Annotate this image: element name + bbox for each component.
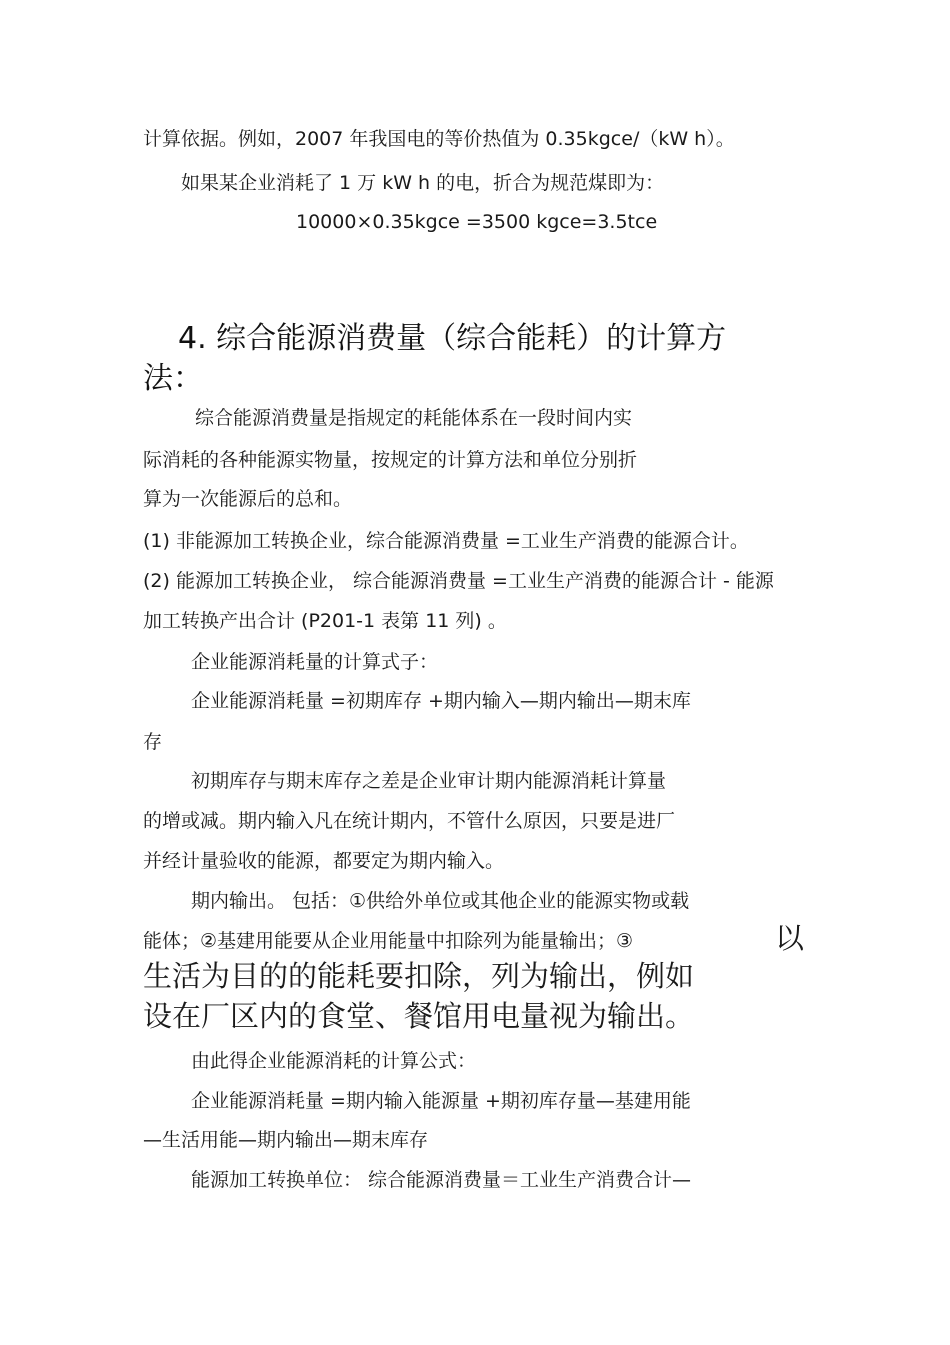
text-line-21: 设在厂区内的食堂、餐馆用电量视为输出。	[143, 999, 695, 1033]
list-item-2: (2) 能源加工转换企业， 综合能源消费量 =工业生产消费的能源合计 - 能源	[143, 570, 774, 592]
text-line-6: 综合能源消费量是指规定的耗能体系在一段时间内实	[195, 407, 633, 429]
list-item-1: (1) 非能源加工转换企业，综合能源消费量 =工业生产消费的能源合计。	[143, 530, 749, 552]
text-line-16: 的增或减。期内输入凡在统计期内，不管什么原因，只要是进厂	[143, 810, 676, 832]
text-line-18: 期内输出。 包括：①供给外单位或其他企业的能源实物或载	[191, 890, 690, 912]
text-line-26: 能源加工转换单位： 综合能源消费量＝工业生产消费合计—	[191, 1169, 692, 1191]
formula-consumption: 企业能源消耗量 =初期库存 +期内输入—期内输出—期末库	[191, 690, 691, 712]
text-line-1: 计算依据。例如，2007 年我国电的等价热值为 0.35kgce/（kW h）。	[143, 128, 735, 150]
text-line-17: 并经计量验收的能源，都要定为期内输入。	[143, 850, 505, 872]
text-line-19: 能体；②基建用能要从企业用能量中扣除列为能量输出；③	[143, 930, 634, 952]
section-heading-continued: 法：	[143, 361, 203, 396]
text-line-15: 初期库存与期末库存之差是企业审计期内能源消耗计算量	[191, 770, 667, 792]
text-line-12: 企业能源消耗量的计算式子：	[191, 651, 439, 673]
formula-calculation-continued: —生活用能—期内输出—期末库存	[143, 1129, 429, 1151]
list-item-2-continued: 加工转换产出合计 (P201-1 表第 11 列) 。	[143, 610, 507, 632]
formula-consumption-continued: 存	[143, 731, 163, 753]
text-line-2: 如果某企业消耗了 1 万 kW h 的电，折合为规范煤即为：	[181, 172, 665, 194]
text-line-22: 由此得企业能源消耗的计算公式：	[191, 1050, 477, 1072]
formula-electricity: 10000×0.35kgce =3500 kgce=3.5tce	[296, 211, 658, 233]
formula-calculation: 企业能源消耗量 =期内输入能源量 +期初库存量—基建用能	[191, 1090, 691, 1112]
text-line-7: 际消耗的各种能源实物量，按规定的计算方法和单位分别折	[143, 449, 638, 471]
text-line-20: 生活为目的的能耗要扣除，列为输出，例如	[143, 959, 695, 993]
text-line-8: 算为一次能源后的总和。	[143, 488, 353, 510]
section-heading: 4. 综合能源消费量（综合能耗）的计算方	[178, 321, 727, 356]
text-line-19-tail: 以	[775, 921, 805, 955]
